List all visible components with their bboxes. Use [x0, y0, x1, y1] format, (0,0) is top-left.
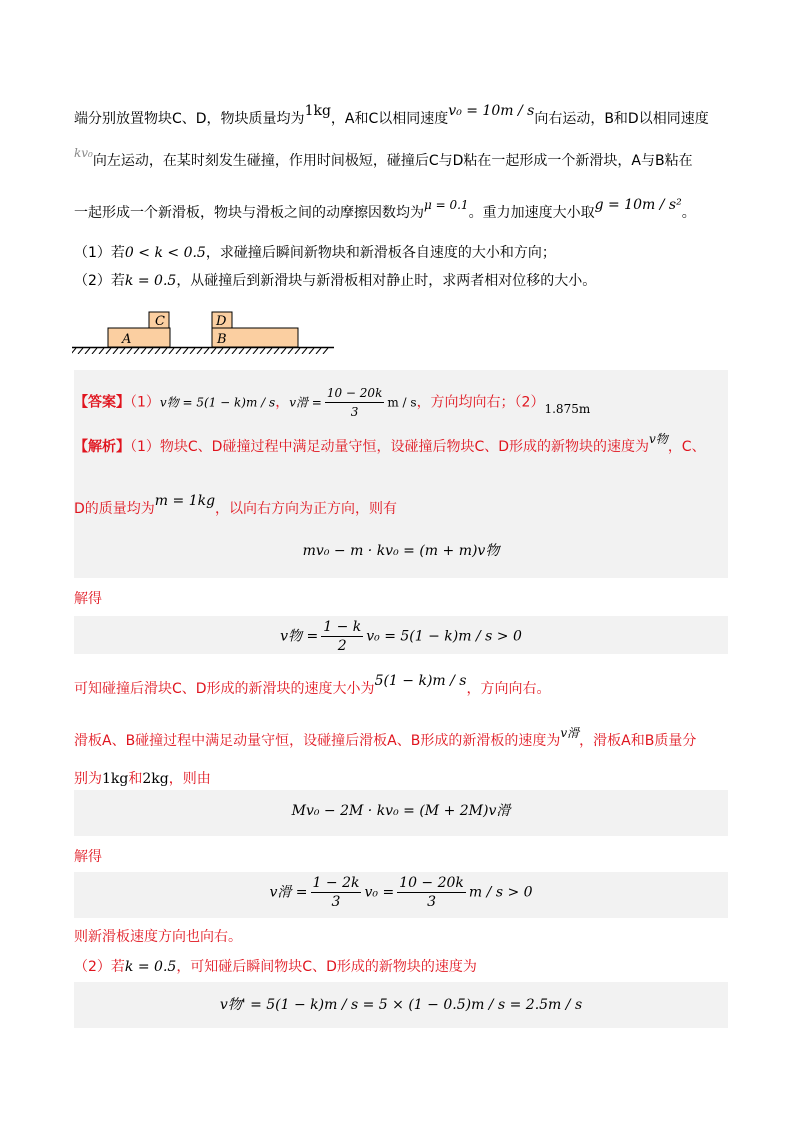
hatch-mark: [197, 348, 202, 354]
text: 别为: [74, 771, 102, 787]
ground-hatching: [72, 348, 328, 354]
eq2-lhs: v物 =: [280, 628, 319, 645]
mass-formula: m = 1kg: [154, 493, 216, 509]
analysis-line-1: [74, 432, 734, 458]
answer-v-block: v物 = 5(1 − k)m / s: [159, 395, 276, 410]
eq2-rhs: v₀ = 5(1 − k)m / s > 0: [366, 628, 522, 645]
fraction-numerator: 1 − k: [323, 619, 362, 635]
hatch-mark: [169, 348, 174, 354]
question-2: [74, 270, 734, 292]
label-d: D: [216, 314, 227, 329]
text: ，可知碰后瞬间物块C、D形成的新物块的速度为: [176, 959, 477, 975]
equation-4: [74, 874, 728, 911]
mass-1: 1kg: [102, 771, 129, 787]
analysis-line-board: [74, 726, 734, 752]
answer-v-board-lhs: v滑 =: [289, 395, 322, 410]
eq2-fraction: [321, 618, 363, 655]
mass-2: 2kg: [142, 771, 169, 787]
hatch-mark: [316, 348, 321, 354]
hatch-mark: [99, 348, 104, 354]
hatch-mark: [309, 348, 314, 354]
text: （2）若: [74, 273, 125, 289]
jie-2: 解得: [74, 849, 102, 865]
text: 向左运动，在某时刻发生碰撞，作用时间极短，碰撞后C与D粘在一起形成一个新滑块，A与B粘在: [92, 153, 693, 169]
hatch-mark: [267, 348, 272, 354]
kv0-formula: kv₀: [74, 146, 93, 160]
q1-condition: 0 < k < 0.5: [124, 245, 206, 261]
hatch-mark: [106, 348, 111, 354]
text: D的质量均为: [74, 501, 155, 517]
hatch-mark: [288, 348, 293, 354]
question-1: [74, 242, 734, 264]
text: ，A和C以相同速度: [330, 111, 449, 127]
problem-line-3: [74, 197, 734, 224]
hatch-mark: [85, 348, 90, 354]
text: （1）: [130, 394, 160, 411]
text: ，C、: [667, 439, 706, 455]
hatch-mark: [204, 348, 209, 354]
fraction-denominator: 3: [350, 405, 359, 419]
problem-line-1: [74, 103, 734, 130]
analysis-line-masses: [74, 768, 734, 790]
hatch-mark: [211, 348, 216, 354]
c5-condition: k = 0.5: [124, 959, 177, 975]
hatch-mark: [232, 348, 237, 354]
text: 一起形成一个新滑板，物块与滑板之间的动摩擦因数均为: [74, 205, 424, 221]
hatch-mark: [176, 348, 181, 354]
v-board-var: v滑: [560, 726, 580, 740]
v0-formula: v₀ = 10m / s: [448, 103, 535, 119]
blocks-diagram: [72, 308, 334, 354]
text: 。: [681, 205, 696, 221]
g-formula: g = 10m / s²: [594, 197, 682, 213]
q2-condition: k = 0.5: [124, 273, 177, 289]
text: ，以向右方向为正方向，则有: [215, 501, 398, 517]
hatch-mark: [120, 348, 125, 354]
hatch-mark: [113, 348, 118, 354]
fraction-denominator: 2: [337, 638, 347, 654]
mu-formula: μ = 0.1: [424, 198, 469, 212]
text: ，方向向右。: [466, 681, 551, 697]
answer-unit: m / s: [387, 395, 417, 410]
conclusion-2: 则新滑板速度方向也向右。: [74, 929, 242, 945]
answer-fraction: [325, 384, 385, 421]
hatch-mark: [260, 348, 265, 354]
analysis-part-2: [74, 956, 734, 978]
text: ，求碰撞后瞬间新物块和新滑板各自速度的大小和方向；: [205, 245, 556, 261]
text: （2）若: [74, 959, 125, 975]
hatch-mark: [72, 348, 76, 354]
hatch-mark: [302, 348, 307, 354]
hatch-mark: [148, 348, 153, 354]
equation-1: mv₀ − m · kv₀ = (m + m)v物: [302, 543, 500, 559]
eq4-lhs: v滑 =: [269, 884, 308, 901]
label-a: A: [122, 332, 132, 347]
analysis-label: 【解析】: [74, 439, 130, 455]
hatch-mark: [246, 348, 251, 354]
answer-displacement: 1.875m: [544, 401, 591, 416]
text: ，方向均向右；（2）: [416, 394, 545, 411]
hatch-mark: [225, 348, 230, 354]
hatch-mark: [274, 348, 279, 354]
conclusion-1: [74, 673, 734, 700]
text: （1）物块C、D碰撞过程中满足动量守恒，设碰撞后物块C、D形成的新物块的速度为: [130, 439, 650, 455]
hatch-mark: [78, 348, 83, 354]
hatch-mark: [323, 348, 328, 354]
answer-line: [74, 384, 734, 421]
jie-1: 解得: [74, 591, 102, 607]
text: ，则由: [168, 771, 211, 787]
label-c: C: [155, 314, 165, 329]
answer-label: 【答案】: [74, 394, 130, 411]
text: ，滑板A和B质量分: [579, 733, 697, 749]
hatch-mark: [295, 348, 300, 354]
fraction-numerator: 10 − 20k: [325, 384, 385, 403]
text: 。重力加速度大小取: [468, 205, 595, 221]
board-a: [108, 328, 170, 347]
hatch-mark: [190, 348, 195, 354]
mass-value: 1kg: [304, 103, 331, 119]
hatch-mark: [183, 348, 188, 354]
equation-2: [74, 618, 728, 655]
hatch-mark: [253, 348, 258, 354]
text: 滑板A、B碰撞过程中满足动量守恒，设碰撞后滑板A、B形成的新滑板的速度为: [74, 733, 561, 749]
analysis-line-2: [74, 493, 734, 520]
text: ，: [275, 394, 290, 411]
hatch-mark: [92, 348, 97, 354]
text: 可知碰撞后滑块C、D形成的新滑块的速度大小为: [74, 681, 375, 697]
hatch-mark: [162, 348, 167, 354]
hatch-mark: [281, 348, 286, 354]
eq4-mid: v₀ =: [364, 884, 395, 901]
equation-5: v物' = 5(1 − k)m / s = 5 × (1 − 0.5)m / s = 2.5m / s: [219, 997, 583, 1013]
hatch-mark: [218, 348, 223, 354]
text: （1）若: [74, 245, 125, 261]
text: ，从碰撞后到新滑块与新滑板相对静止时，求两者相对位移的大小。: [176, 273, 597, 289]
c1-velocity: 5(1 − k)m / s: [374, 673, 467, 689]
v-block-var: v物: [649, 432, 668, 446]
fraction-numerator: 1 − 2k: [312, 875, 360, 891]
eq4-fraction-2: [397, 874, 466, 911]
text: 端分别放置物块C、D，物块质量均为: [74, 111, 305, 127]
hatch-mark: [239, 348, 244, 354]
hatch-mark: [134, 348, 139, 354]
fraction-numerator: 10 − 20k: [399, 875, 464, 891]
hatch-mark: [127, 348, 132, 354]
eq4-fraction-1: [311, 874, 362, 911]
text: 和: [128, 771, 143, 787]
hatch-mark: [141, 348, 146, 354]
text: 向右运动，B和D以相同速度: [534, 111, 709, 127]
problem-line-2: [74, 146, 734, 172]
eq4-rhs: m / s > 0: [468, 884, 533, 901]
equation-3: Mv₀ − 2M · kv₀ = (M + 2M)v滑: [291, 803, 511, 819]
fraction-denominator: 3: [331, 894, 341, 910]
label-b: B: [217, 332, 227, 347]
fraction-denominator: 3: [427, 894, 436, 910]
hatch-mark: [155, 348, 160, 354]
